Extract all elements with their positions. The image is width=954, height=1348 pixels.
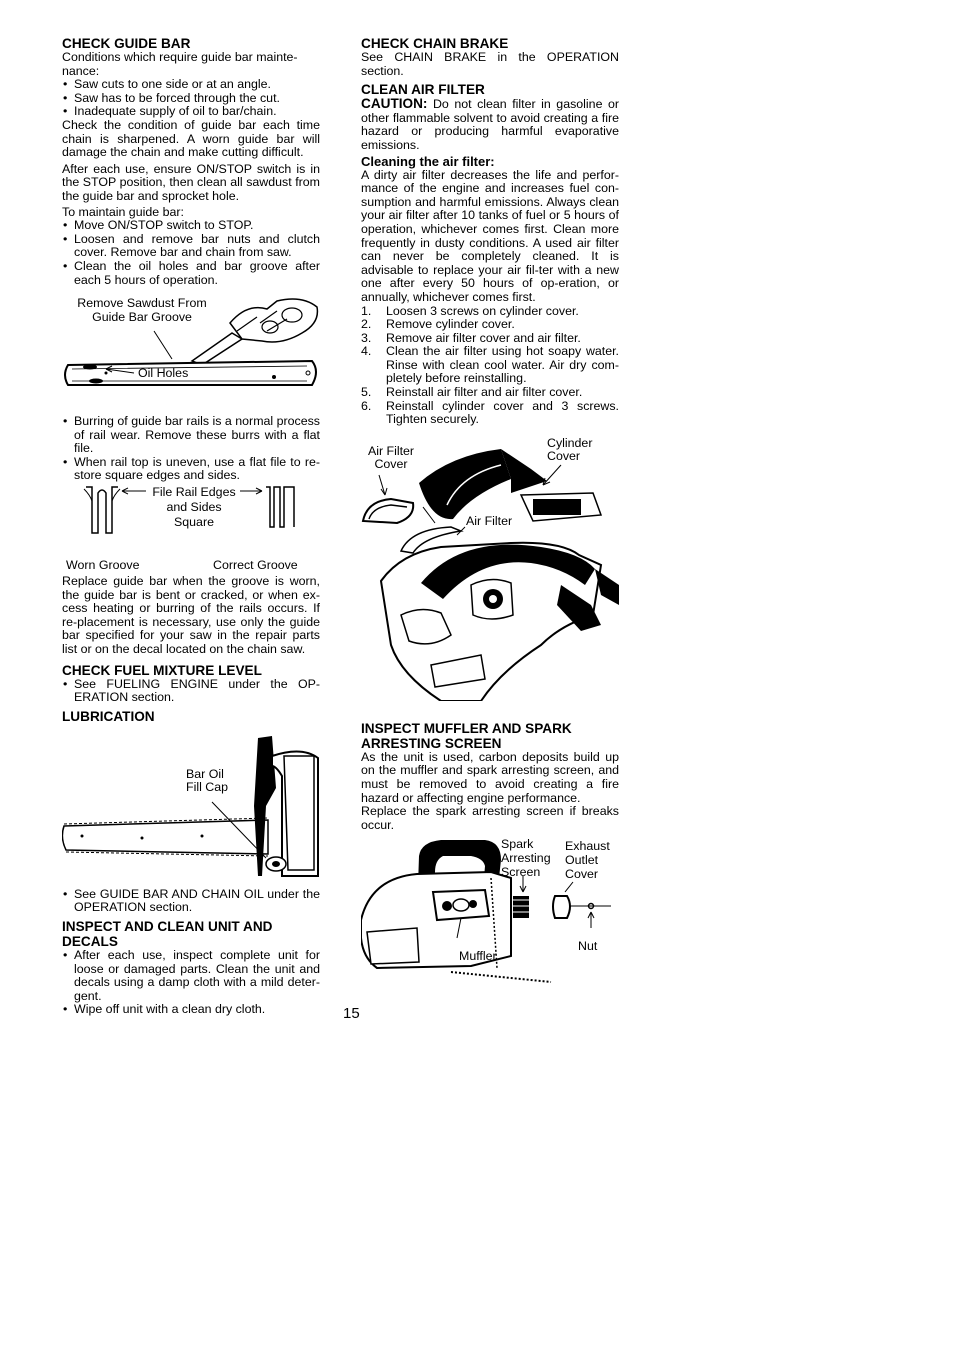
burr-items xyxy=(62,415,320,483)
list-item: • Saw cuts to one side or at an angle. xyxy=(62,78,320,92)
list-item: • Loosen and remove bar nuts and clutch cover. Remove bar and chain from saw. xyxy=(62,233,320,260)
nut-label: Nut xyxy=(578,939,598,954)
groove-figure xyxy=(62,485,320,559)
air-filter-text: A dirty air filter decreases the life and perfor-mance of the engine and increases fuel con-sumption and harmful emissions. Always clean your air filter after 10 tanks of fuel or 5 hours of operation, whichever comes first. Clean more frequently in dusty conditions. A used air filter can never be completely cleaned. It is advisable to replace your air fil-ter with a new one after every 50 hours of op-eration, or annually, whichever comes first. xyxy=(361,167,619,304)
cleaning-air-filter-subheading: Cleaning the air filter: xyxy=(361,153,495,169)
list-item: • Wipe off unit with a clean dry cloth. xyxy=(62,1003,320,1017)
bar-oil-fill-cap-label: Bar Oil Fill Cap xyxy=(186,766,228,795)
lubrication-items xyxy=(62,888,320,915)
caution-label: CAUTION: xyxy=(361,96,428,112)
list-item: 5. Reinstall air filter and air filter cover. xyxy=(361,385,583,400)
air-filter-figure xyxy=(361,435,619,701)
list-item: • Saw has to be forced through the cut. xyxy=(62,92,320,106)
list-item: • See GUIDE BAR AND CHAIN OIL under the OPERATION section. xyxy=(62,888,320,915)
guide-bar-maintain-intro: To maintain guide bar: xyxy=(62,204,184,219)
guide-bar-maintain-steps xyxy=(62,219,320,287)
lubrication-heading: LUBRICATION xyxy=(62,708,155,724)
guide-bar-conditions xyxy=(62,78,320,119)
list-item: • After each use, inspect complete unit for loose or damaged parts. Clean the unit and decals using a damp cloth with a mild deter-gent. xyxy=(62,949,320,1003)
fuel-items xyxy=(62,678,320,705)
fuel-heading: CHECK FUEL MIXTURE LEVEL xyxy=(62,662,262,678)
muffler-text-1: As the unit is used, carbon deposits build up on the muffler and spark arresting screen, and must be removed to avoid creating a fire hazard or affecting engine performance. xyxy=(361,749,619,805)
cylinder-cover-label: Cylinder Cover xyxy=(547,435,593,464)
inspect-unit-items xyxy=(62,949,320,1017)
air-filter-label: Air Filter xyxy=(466,513,513,528)
muffler-label: Muffler xyxy=(459,949,497,964)
inspect-unit-heading: INSPECT AND CLEAN UNIT AND DECALS xyxy=(62,919,273,949)
list-item: • Clean the oil holes and bar groove after each 5 hours of operation. xyxy=(62,260,320,287)
chainsaw-oil-cap-illustration xyxy=(62,736,320,886)
muffler-text-2: Replace the spark arresting screen if breaks occur. xyxy=(361,804,619,832)
air-filter-illustration xyxy=(361,435,619,701)
worn-groove-label: Worn Groove xyxy=(66,558,140,573)
guide-bar-check-text: Check the condition of guide bar each time chain is sharpened. A worn guide bar will damage the chain and make cutting difficult. xyxy=(62,117,320,160)
page-number: 15 xyxy=(343,1005,360,1022)
air-filter-heading: CLEAN AIR FILTER xyxy=(361,82,485,98)
list-item: • See FUELING ENGINE under the OP-ERATION section. xyxy=(62,678,320,705)
left-column xyxy=(62,36,320,1017)
list-item: 3. Remove air filter cover and air filter. xyxy=(361,330,581,345)
list-item: 6. Reinstall cylinder cover and 3 screws. Tighten securely. xyxy=(361,398,619,427)
chain-brake-text: See CHAIN BRAKE in the OPERATION section. xyxy=(361,50,619,78)
list-item: 2. Remove cylinder cover. xyxy=(361,317,515,332)
lubrication-figure xyxy=(62,736,320,886)
list-item: 1. Loosen 3 screws on cylinder cover. xyxy=(361,303,579,318)
sawdust-label: Remove Sawdust From Guide Bar Groove xyxy=(77,296,207,324)
air-filter-steps xyxy=(361,305,619,427)
oil-holes-label: Oil Holes xyxy=(138,366,189,381)
file-rail-label: File Rail Edges and Sides Square xyxy=(152,485,236,530)
caution-text: Do not clean filter in gasoline or other flammable solvent to avoid creating a fire hazard or producing harmful evaporative emissions. xyxy=(361,97,619,152)
guide-bar-heading: CHECK GUIDE BAR xyxy=(62,36,191,51)
guide-bar-after-text: After each use, ensure ON/STOP switch is in the STOP position, then clean all sawdust from the guide bar and sprocket hole. xyxy=(62,161,320,203)
list-item: 4. Clean the air filter using hot soapy water. Rinse with clean cool water. Air dry com-pletely before reinstalling. xyxy=(361,344,619,386)
exhaust-outlet-cover-label: Exhaust Outlet Cover xyxy=(565,839,610,881)
air-filter-cover-label: Air Filter Cover xyxy=(367,443,415,472)
caution-paragraph xyxy=(361,97,619,152)
chain-brake-heading: CHECK CHAIN BRAKE xyxy=(361,36,509,51)
spark-arresting-screen-label: Spark Arresting Screen xyxy=(501,837,551,879)
list-item: • Inadequate supply of oil to bar/chain. xyxy=(62,105,320,119)
muffler-figure xyxy=(361,838,619,996)
muffler-heading: INSPECT MUFFLER AND SPARK ARRESTING SCREEN xyxy=(361,720,572,751)
replace-guide-bar-text: Replace guide bar when the groove is worn, the guide bar is bent or cracked, or when ex-cess heating or burring of the rails occurs. If re-placement is necessary, use only the guide bar specified for your saw in the repair parts list or on the decal located on the chain saw. xyxy=(62,574,320,657)
list-item: • Burring of guide bar rails is a normal process of rail wear. Remove these burrs with a flat file. xyxy=(62,415,320,456)
right-column xyxy=(361,36,619,996)
list-item: • Move ON/STOP switch to STOP. xyxy=(62,219,320,233)
guide-bar-cleaning-figure xyxy=(62,293,320,413)
guide-bar-intro: Conditions which require guide bar mainte-nance: xyxy=(62,50,298,78)
list-item: • When rail top is uneven, use a flat file to re-store square edges and sides. xyxy=(62,456,320,483)
correct-groove-label: Correct Groove xyxy=(213,558,298,573)
